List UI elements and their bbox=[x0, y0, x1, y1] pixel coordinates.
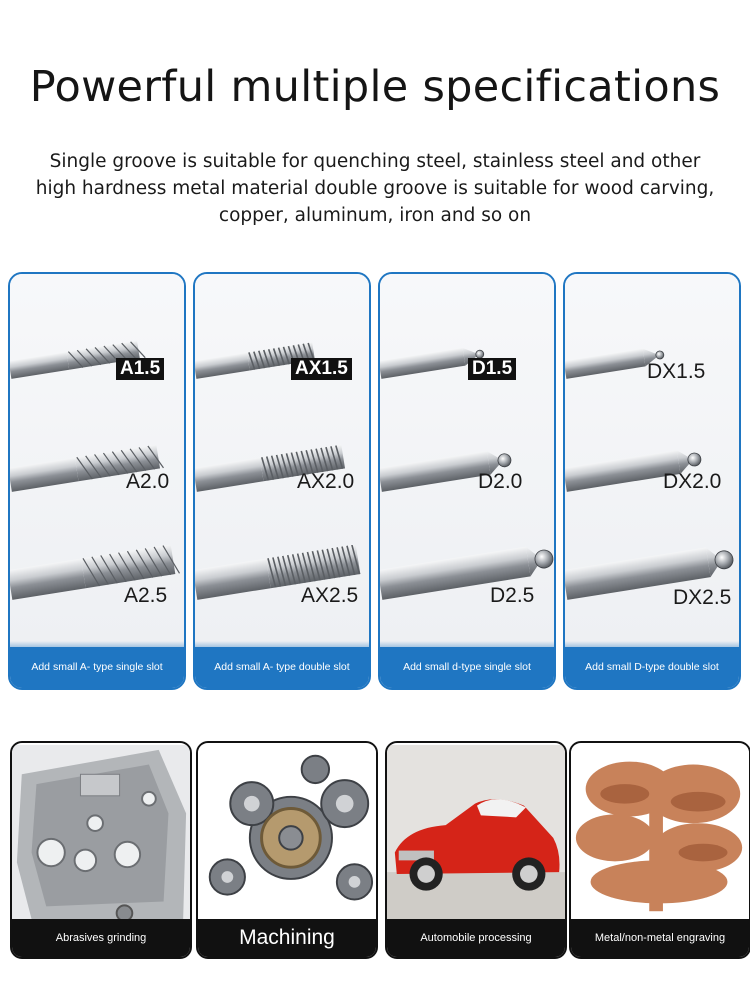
bit-size-label: AX2.5 bbox=[301, 584, 359, 607]
red-car-image bbox=[387, 743, 565, 921]
bit-size-label: A2.0 bbox=[126, 470, 170, 493]
application-tile-machining bbox=[196, 741, 378, 959]
card-footer: Add small A- type double slot bbox=[195, 647, 369, 688]
drill-bit-d2-0 bbox=[380, 440, 556, 500]
application-caption: Metal/non-metal engraving bbox=[571, 919, 749, 957]
carved-trees-image bbox=[571, 743, 749, 921]
card-footer: Add small D-type double slot bbox=[565, 647, 739, 688]
bit-size-label: DX1.5 bbox=[647, 360, 706, 383]
application-tile-engraving bbox=[569, 741, 750, 959]
bit-size-label: D2.5 bbox=[490, 584, 535, 607]
application-caption: Abrasives grinding bbox=[12, 919, 190, 957]
card-footer: Add small d-type single slot bbox=[380, 647, 554, 688]
page-title: Powerful multiple specifications bbox=[29, 62, 721, 112]
application-caption: Automobile processing bbox=[387, 919, 565, 957]
application-caption: Machining bbox=[198, 919, 376, 957]
machined-part-image bbox=[12, 743, 190, 921]
bit-size-label: A1.5 bbox=[116, 358, 164, 380]
bit-size-label: D1.5 bbox=[468, 358, 516, 380]
card-footer: Add small A- type single slot bbox=[10, 647, 184, 688]
bit-size-label: D2.0 bbox=[478, 470, 523, 493]
page-subtitle: Single groove is suitable for quenching steel, stainless steel and other high hardness metal material double groove is suitable for wood carving, copper, aluminum, iron and so on bbox=[35, 151, 715, 226]
bit-size-label: A2.5 bbox=[124, 584, 168, 607]
bit-size-label: AX1.5 bbox=[291, 358, 352, 380]
bit-size-label: AX2.0 bbox=[297, 470, 355, 493]
gears-image bbox=[198, 743, 376, 921]
bit-size-label: DX2.5 bbox=[673, 586, 732, 609]
bit-size-label: DX2.0 bbox=[663, 470, 722, 493]
application-tile-abrasives bbox=[10, 741, 192, 959]
application-tile-automobile bbox=[385, 741, 567, 959]
